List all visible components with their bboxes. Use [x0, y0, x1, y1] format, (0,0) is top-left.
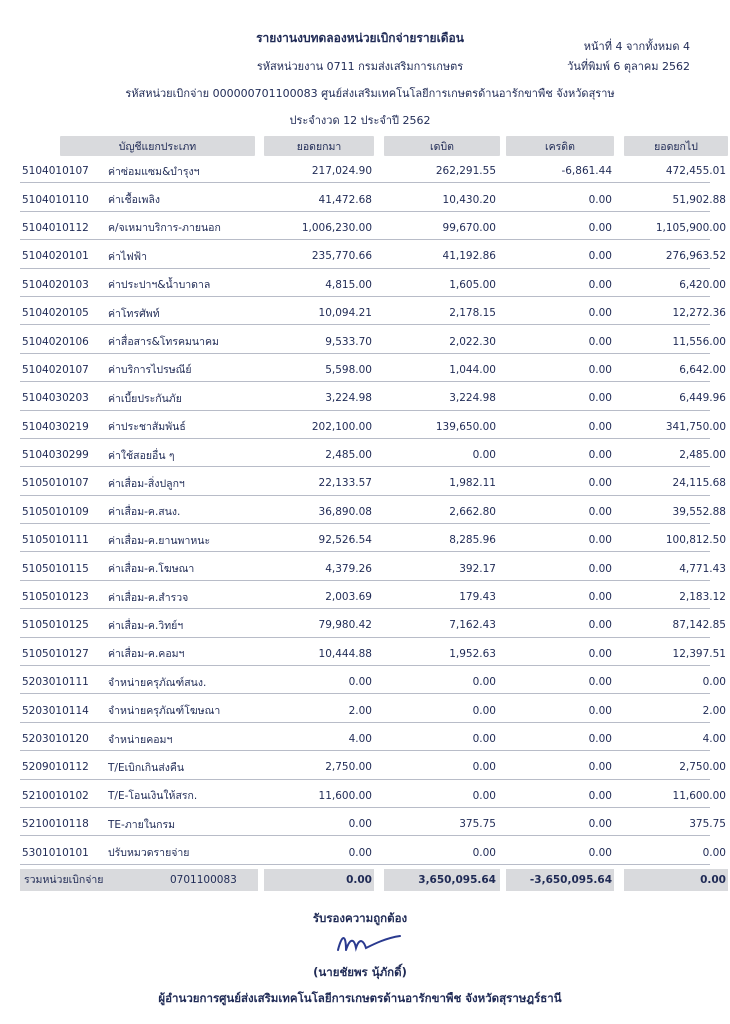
signer-name: (นายชัยพร นุ้ภักดิ์)	[313, 965, 407, 979]
account-name: ค่าเสื่อม-ค.โฆษณา	[108, 563, 195, 576]
opening-balance: 2,750.00	[325, 761, 372, 774]
opening-balance: 9,533.70	[325, 335, 372, 348]
account-code: 5203010114	[22, 704, 89, 717]
closing-balance: 11,556.00	[672, 335, 726, 348]
row-divider	[20, 722, 710, 723]
credit-amount: 0.00	[588, 335, 612, 348]
opening-balance: 41,472.68	[318, 193, 372, 206]
opening-balance: 202,100.00	[311, 420, 372, 433]
account-name: ค่าเสื่อม-ค.สนง.	[108, 506, 181, 519]
table-row	[20, 668, 726, 696]
credit-amount: 0.00	[588, 534, 612, 547]
account-code: 5301010101	[22, 846, 89, 859]
account-name: ค่าประชาสัมพันธ์	[108, 421, 186, 434]
opening-balance: 10,094.21	[318, 307, 372, 320]
credit-amount: 0.00	[588, 392, 612, 405]
table-row	[20, 185, 726, 213]
closing-balance: 24,115.68	[672, 477, 726, 490]
credit-amount: 0.00	[588, 307, 612, 320]
account-name: ค่าเชื้อเพลิง	[108, 194, 161, 207]
signature-stroke	[338, 936, 400, 950]
table-row	[20, 696, 726, 724]
opening-balance: 3,224.98	[325, 392, 372, 405]
row-divider	[20, 495, 710, 496]
debit-amount: 262,291.55	[435, 165, 496, 178]
account-code: 5104020103	[22, 278, 89, 291]
account-code: 5203010120	[22, 733, 89, 745]
account-name: ปรับหมวดรายจ่าย	[108, 847, 190, 860]
credit-amount: 0.00	[588, 733, 612, 745]
table-header-row	[20, 133, 710, 157]
row-divider	[20, 296, 710, 297]
account-code: 5210010118	[22, 818, 89, 831]
account-name: T/Eเบิกเกินส่งคืน	[108, 761, 185, 774]
account-code: 5104020106	[22, 335, 89, 348]
account-name: ค่าไฟฟ้า	[108, 250, 147, 263]
table-row	[20, 838, 726, 866]
table-row	[20, 441, 726, 469]
closing-balance: 375.75	[689, 818, 726, 831]
table-row	[20, 725, 726, 753]
table-row	[20, 526, 726, 554]
credit-amount: 0.00	[588, 647, 612, 660]
row-divider	[20, 353, 710, 354]
credit-amount: -6,861.44	[561, 165, 612, 178]
total-closing: 0.00	[700, 873, 726, 886]
report-title: รายงานงบทดลองหน่วยเบิกจ่ายรายเดือน	[256, 31, 464, 45]
row-divider	[20, 466, 710, 467]
row-divider	[20, 580, 710, 581]
debit-amount: 0.00	[472, 449, 496, 462]
account-name: ค่าประปาฯ&น้ำบาดาล	[108, 279, 211, 292]
credit-amount: 0.00	[588, 221, 612, 234]
table-row	[20, 469, 726, 497]
total-label: รวมหน่วยเบิกจ่าย	[24, 874, 104, 887]
debit-amount: 10,430.20	[442, 193, 496, 206]
page-info: หน้าที่ 4 จากทั้งหมด 4	[583, 40, 690, 53]
account-name: ค่าเสื่อม-ค.วิทย์ฯ	[108, 619, 184, 632]
table-row	[20, 611, 726, 639]
credit-amount: 0.00	[588, 591, 612, 604]
debit-amount: 1,952.63	[449, 647, 496, 660]
opening-balance: 36,890.08	[318, 505, 372, 518]
account-name: ค่าใช้สอยอื่น ๆ	[108, 449, 175, 462]
table-row	[20, 640, 726, 668]
col-header-credit: เครดิต	[506, 136, 614, 156]
debit-amount: 0.00	[472, 704, 496, 717]
agency-line: รหัสหน่วยงาน 0711 กรมส่งเสริมการเกษตร	[256, 60, 464, 73]
total-debit: 3,650,095.64	[418, 873, 496, 886]
account-name: ค่าบริการไปรษณีย์	[108, 364, 192, 377]
table-row	[20, 299, 726, 327]
closing-balance: 2,750.00	[679, 761, 726, 774]
total-opening: 0.00	[346, 873, 372, 886]
credit-amount: 0.00	[588, 761, 612, 774]
account-code: 5104010112	[22, 221, 89, 234]
credit-amount: 0.00	[588, 704, 612, 717]
account-code: 5104030219	[22, 420, 89, 433]
debit-amount: 375.75	[459, 818, 496, 831]
row-divider	[20, 410, 710, 411]
table-row	[20, 214, 726, 242]
account-name: TE-ภายในกรม	[108, 818, 176, 831]
opening-balance: 0.00	[348, 818, 372, 831]
col-header-account: บัญชีแยกประเภท	[60, 136, 255, 156]
account-code: 5105010125	[22, 619, 89, 632]
debit-amount: 2,662.80	[449, 505, 496, 518]
col-header-debit: เดบิต	[384, 136, 500, 156]
credit-amount: 0.00	[588, 420, 612, 433]
debit-amount: 0.00	[472, 789, 496, 802]
row-divider	[20, 693, 710, 694]
account-code: 5105010115	[22, 562, 89, 575]
opening-balance: 235,770.66	[311, 250, 372, 263]
row-divider	[20, 779, 710, 780]
opening-balance: 2,003.69	[325, 591, 372, 604]
debit-amount: 0.00	[472, 846, 496, 859]
account-code: 5209010112	[22, 761, 89, 774]
account-name: ค่าโทรศัพท์	[108, 307, 160, 320]
debit-amount: 1,044.00	[449, 363, 496, 376]
closing-balance: 100,812.50	[665, 534, 726, 547]
credit-amount: 0.00	[588, 193, 612, 206]
col-header-closing: ยอดยกไป	[624, 136, 728, 156]
debit-amount: 0.00	[472, 676, 496, 689]
account-name: ค่าสื่อสาร&โทรคมนาคม	[108, 336, 219, 349]
opening-balance: 1,006,230.00	[301, 221, 372, 234]
debit-amount: 0.00	[472, 761, 496, 774]
opening-balance: 92,526.54	[318, 534, 372, 547]
opening-balance: 79,980.42	[318, 619, 372, 632]
account-code: 5105010111	[22, 534, 89, 547]
opening-balance: 0.00	[348, 676, 372, 689]
table-row	[20, 554, 726, 582]
period-line: ประจำงวด 12 ประจำปี 2562	[289, 114, 431, 127]
account-code: 5104020107	[22, 363, 89, 376]
table-row	[20, 810, 726, 838]
signer-position: ผู้อำนวยการศูนย์ส่งเสริมเทคโนโลยีการเกษตรด้านอารักขาพืช จังหวัดสุราษฎร์ธานี	[158, 991, 562, 1005]
account-name: จำหน่ายครุภัณฑ์สนง.	[108, 676, 207, 689]
account-code: 5104030203	[22, 392, 89, 405]
debit-amount: 2,178.15	[449, 307, 496, 320]
closing-balance: 87,142.85	[672, 619, 726, 632]
closing-balance: 6,420.00	[679, 278, 726, 291]
closing-balance: 12,397.51	[672, 647, 726, 660]
closing-balance: 11,600.00	[672, 789, 726, 802]
account-name: ค่าเสื่อม-ค.ยานพาหนะ	[108, 534, 211, 547]
print-date: วันที่พิมพ์ 6 ตุลาคม 2562	[567, 60, 690, 73]
account-code: 5105010127	[22, 647, 89, 660]
table-row	[20, 157, 726, 185]
row-divider	[20, 182, 710, 183]
account-code: 5105010123	[22, 591, 89, 604]
table-row	[20, 413, 726, 441]
table-row	[20, 242, 726, 270]
closing-balance: 2,183.12	[679, 591, 726, 604]
account-code: 5210010102	[22, 789, 89, 802]
account-name: ค่าเสื่อม-สิ่งปลูกฯ	[108, 477, 185, 490]
closing-balance: 39,552.88	[672, 505, 726, 518]
table-row	[20, 271, 726, 299]
debit-amount: 392.17	[459, 562, 496, 575]
opening-balance: 22,133.57	[318, 477, 372, 490]
debit-amount: 2,022.30	[449, 335, 496, 348]
closing-balance: 1,105,900.00	[655, 221, 726, 234]
account-code: 5105010109	[22, 505, 89, 518]
account-code: 5203010111	[22, 676, 89, 689]
row-divider	[20, 807, 710, 808]
row-divider	[20, 211, 710, 212]
row-divider	[20, 268, 710, 269]
closing-balance: 341,750.00	[665, 420, 726, 433]
row-divider	[20, 438, 710, 439]
closing-balance: 0.00	[702, 676, 726, 689]
opening-balance: 2.00	[348, 704, 372, 717]
opening-balance: 4,379.26	[325, 562, 372, 575]
debit-amount: 139,650.00	[435, 420, 496, 433]
closing-balance: 6,449.96	[679, 392, 726, 405]
account-code: 5104010107	[22, 165, 89, 178]
account-code: 5104030299	[22, 449, 89, 462]
credit-amount: 0.00	[588, 449, 612, 462]
row-divider	[20, 523, 710, 524]
total-row	[20, 867, 726, 893]
account-name: ค่าเสื่อม-ค.สำรวจ	[108, 591, 189, 604]
credit-amount: 0.00	[588, 818, 612, 831]
trial-balance-table	[20, 133, 726, 893]
debit-amount: 179.43	[459, 591, 496, 604]
closing-balance: 4.00	[702, 733, 726, 745]
account-name: ค/จเหมาบริการ-ภายนอก	[108, 222, 221, 235]
row-divider	[20, 324, 710, 325]
table-row	[20, 753, 726, 781]
closing-balance: 51,902.88	[672, 193, 726, 206]
row-divider	[20, 750, 710, 751]
certify-text: รับรองความถูกต้อง	[312, 911, 408, 925]
debit-amount: 0.00	[472, 733, 496, 745]
credit-amount: 0.00	[588, 846, 612, 859]
debit-amount: 7,162.43	[449, 619, 496, 632]
row-divider	[20, 835, 710, 836]
table-row	[20, 498, 726, 526]
credit-amount: 0.00	[588, 789, 612, 802]
closing-balance: 12,272.36	[672, 307, 726, 320]
debit-amount: 1,982.11	[449, 477, 496, 490]
credit-amount: 0.00	[588, 562, 612, 575]
table-row	[20, 782, 726, 810]
opening-balance: 5,598.00	[325, 363, 372, 376]
closing-balance: 2.00	[702, 704, 726, 717]
row-divider	[20, 239, 710, 240]
credit-amount: 0.00	[588, 363, 612, 376]
opening-balance: 2,485.00	[325, 449, 372, 462]
credit-amount: 0.00	[588, 477, 612, 490]
account-code: 5104010110	[22, 193, 89, 206]
row-divider	[20, 864, 710, 865]
row-divider	[20, 608, 710, 609]
debit-amount: 3,224.98	[449, 392, 496, 405]
total-credit: -3,650,095.64	[529, 873, 612, 886]
opening-balance: 4,815.00	[325, 278, 372, 291]
opening-balance: 11,600.00	[318, 789, 372, 802]
debit-amount: 1,605.00	[449, 278, 496, 291]
table-row	[20, 384, 726, 412]
account-name: ค่าเบี้ยประกันภัย	[108, 392, 182, 405]
account-code: 5104020101	[22, 250, 89, 263]
credit-amount: 0.00	[588, 676, 612, 689]
closing-balance: 6,642.00	[679, 363, 726, 376]
credit-amount: 0.00	[588, 619, 612, 632]
table-body	[20, 157, 726, 867]
opening-balance: 4.00	[348, 733, 372, 745]
total-unit-code: 0701100083	[170, 873, 237, 886]
closing-balance: 472,455.01	[665, 165, 726, 178]
row-divider	[20, 381, 710, 382]
account-code: 5104020105	[22, 307, 89, 320]
col-header-opening: ยอดยกมา	[264, 136, 374, 156]
account-name: T/E-โอนเงินให้สรก.	[108, 790, 198, 803]
row-divider	[20, 665, 710, 666]
closing-balance: 4,771.43	[679, 562, 726, 575]
signature-image	[334, 928, 404, 958]
unit-line: รหัสหน่วยเบิกจ่าย 000000701100083 ศูนย์ส่งเสริมเทคโนโลยีการเกษตรด้านอารักขาพืช จังหวัดสุราษ	[125, 87, 615, 100]
closing-balance: 2,485.00	[679, 449, 726, 462]
account-name: จำหน่ายคอมฯ	[108, 733, 173, 746]
opening-balance: 217,024.90	[311, 165, 372, 178]
closing-balance: 0.00	[702, 846, 726, 859]
account-code: 5105010107	[22, 477, 89, 490]
credit-amount: 0.00	[588, 505, 612, 518]
opening-balance: 0.00	[348, 846, 372, 859]
debit-amount: 99,670.00	[442, 221, 496, 234]
row-divider	[20, 551, 710, 552]
credit-amount: 0.00	[588, 250, 612, 263]
debit-amount: 8,285.96	[449, 534, 496, 547]
account-name: จำหน่ายครุภัณฑ์โฆษณา	[108, 705, 221, 718]
table-row	[20, 583, 726, 611]
closing-balance: 276,963.52	[665, 250, 726, 263]
table-row	[20, 327, 726, 355]
account-name: ค่าเสื่อม-ค.คอมฯ	[108, 648, 185, 661]
opening-balance: 10,444.88	[318, 647, 372, 660]
account-name: ค่าซ่อมแซม&บำรุงฯ	[108, 165, 200, 178]
row-divider	[20, 637, 710, 638]
table-row	[20, 356, 726, 384]
credit-amount: 0.00	[588, 278, 612, 291]
debit-amount: 41,192.86	[442, 250, 496, 263]
